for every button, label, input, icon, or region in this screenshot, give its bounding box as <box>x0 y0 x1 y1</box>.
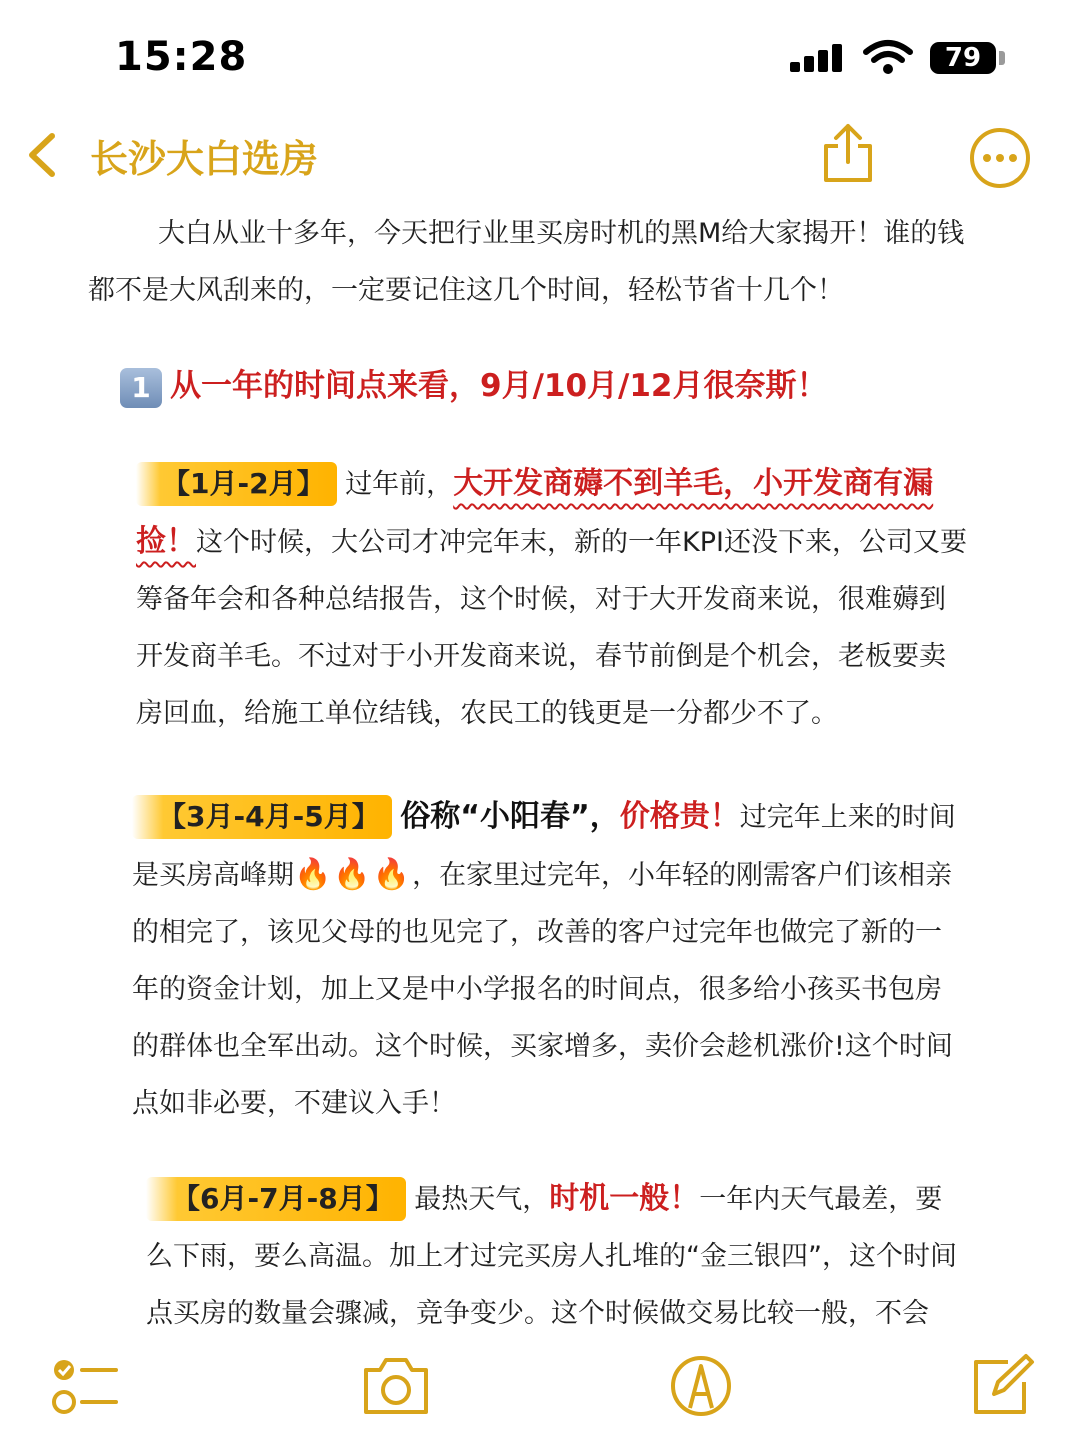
note-body[interactable] <box>88 205 968 319</box>
section3-lead: 最热天气， <box>414 1184 550 1215</box>
share-icon[interactable] <box>818 122 878 184</box>
section1-body: 这个时候，大公司才冲完年末，新的一年KPI还没下来，公司又要筹备年会和各种总结报告，这个时候，对于大开发商来说，很难薅到开发商羊毛。不过对于小开发商来说，春节前倒是个机会，老板要卖房回血，给施工单位结钱，农民工的钱更是一分都少不了。 <box>136 527 967 729</box>
more-icon[interactable] <box>968 126 1032 190</box>
checklist-icon[interactable] <box>50 1350 122 1422</box>
signal-icon <box>790 44 846 72</box>
section2-lead: 过完年上来的时间是买房高峰期 <box>132 802 956 891</box>
section-heading <box>120 360 828 408</box>
section2-bold: 俗称“小阳春”， <box>400 799 620 834</box>
nav-title[interactable]: 长沙大白选房 <box>90 137 319 181</box>
status-time: 15:28 <box>115 34 248 80</box>
battery-tip <box>999 51 1005 65</box>
camera-icon[interactable] <box>358 1350 434 1422</box>
tag-mar-may: 【3月-4月-5月】 <box>132 795 392 839</box>
status-bar <box>0 0 1080 110</box>
section1-lead: 过年前， <box>345 469 454 500</box>
wifi-icon <box>862 38 914 76</box>
bottom-toolbar <box>0 1340 1080 1440</box>
intro-paragraph: 大白从业十多年，今天把行业里买房时机的黑M给大家揭开！谁的钱都不是大风刮来的，一定要记住这几个时间，轻松节省十几个！ <box>88 218 965 306</box>
section1-highlight: 大开发商薅不到羊毛，小开发商有漏捡！ <box>136 466 934 559</box>
section-jun-aug <box>88 1170 968 1342</box>
tag-jan-feb: 【1月-2月】 <box>136 462 337 506</box>
nav-bar <box>0 110 1080 205</box>
compose-icon[interactable] <box>968 1350 1036 1422</box>
heading-text: 从一年的时间点来看，9月/10月/12月很奈斯！ <box>170 368 828 404</box>
section-mar-may <box>88 788 968 1132</box>
battery-icon: 79 <box>930 42 996 74</box>
fire-emoji: 🔥🔥🔥 <box>294 857 413 892</box>
tag-jun-aug: 【6月-7月-8月】 <box>146 1177 406 1221</box>
section3-body: 一年内天气最差，要么下雨，要么高温。加上才过完买房人扎堆的“金三银四”，这个时间点买房的数量会骤减，竞争变少。这个时候做交易比较一般，不会 <box>146 1184 957 1329</box>
section3-red: 时机一般！ <box>549 1181 700 1216</box>
section2-body: ，在家里过完年，小年轻的刚需客户们该相亲的相完了，该见父母的也见完了，改善的客户过完年也做完了新的一年的资金计划，加上又是中小学报名的时间点，很多给小孩买书包房的群体也全军出动。这个时候，买家增多，卖价会趁机涨价!这个时间点如非必要，不建议入手！ <box>132 860 953 1119</box>
markup-icon[interactable] <box>668 1350 734 1422</box>
back-icon[interactable] <box>22 130 62 180</box>
section-jan-feb <box>88 455 968 742</box>
section2-red: 价格贵！ <box>619 799 740 834</box>
number-one-icon: 1 <box>120 368 162 408</box>
